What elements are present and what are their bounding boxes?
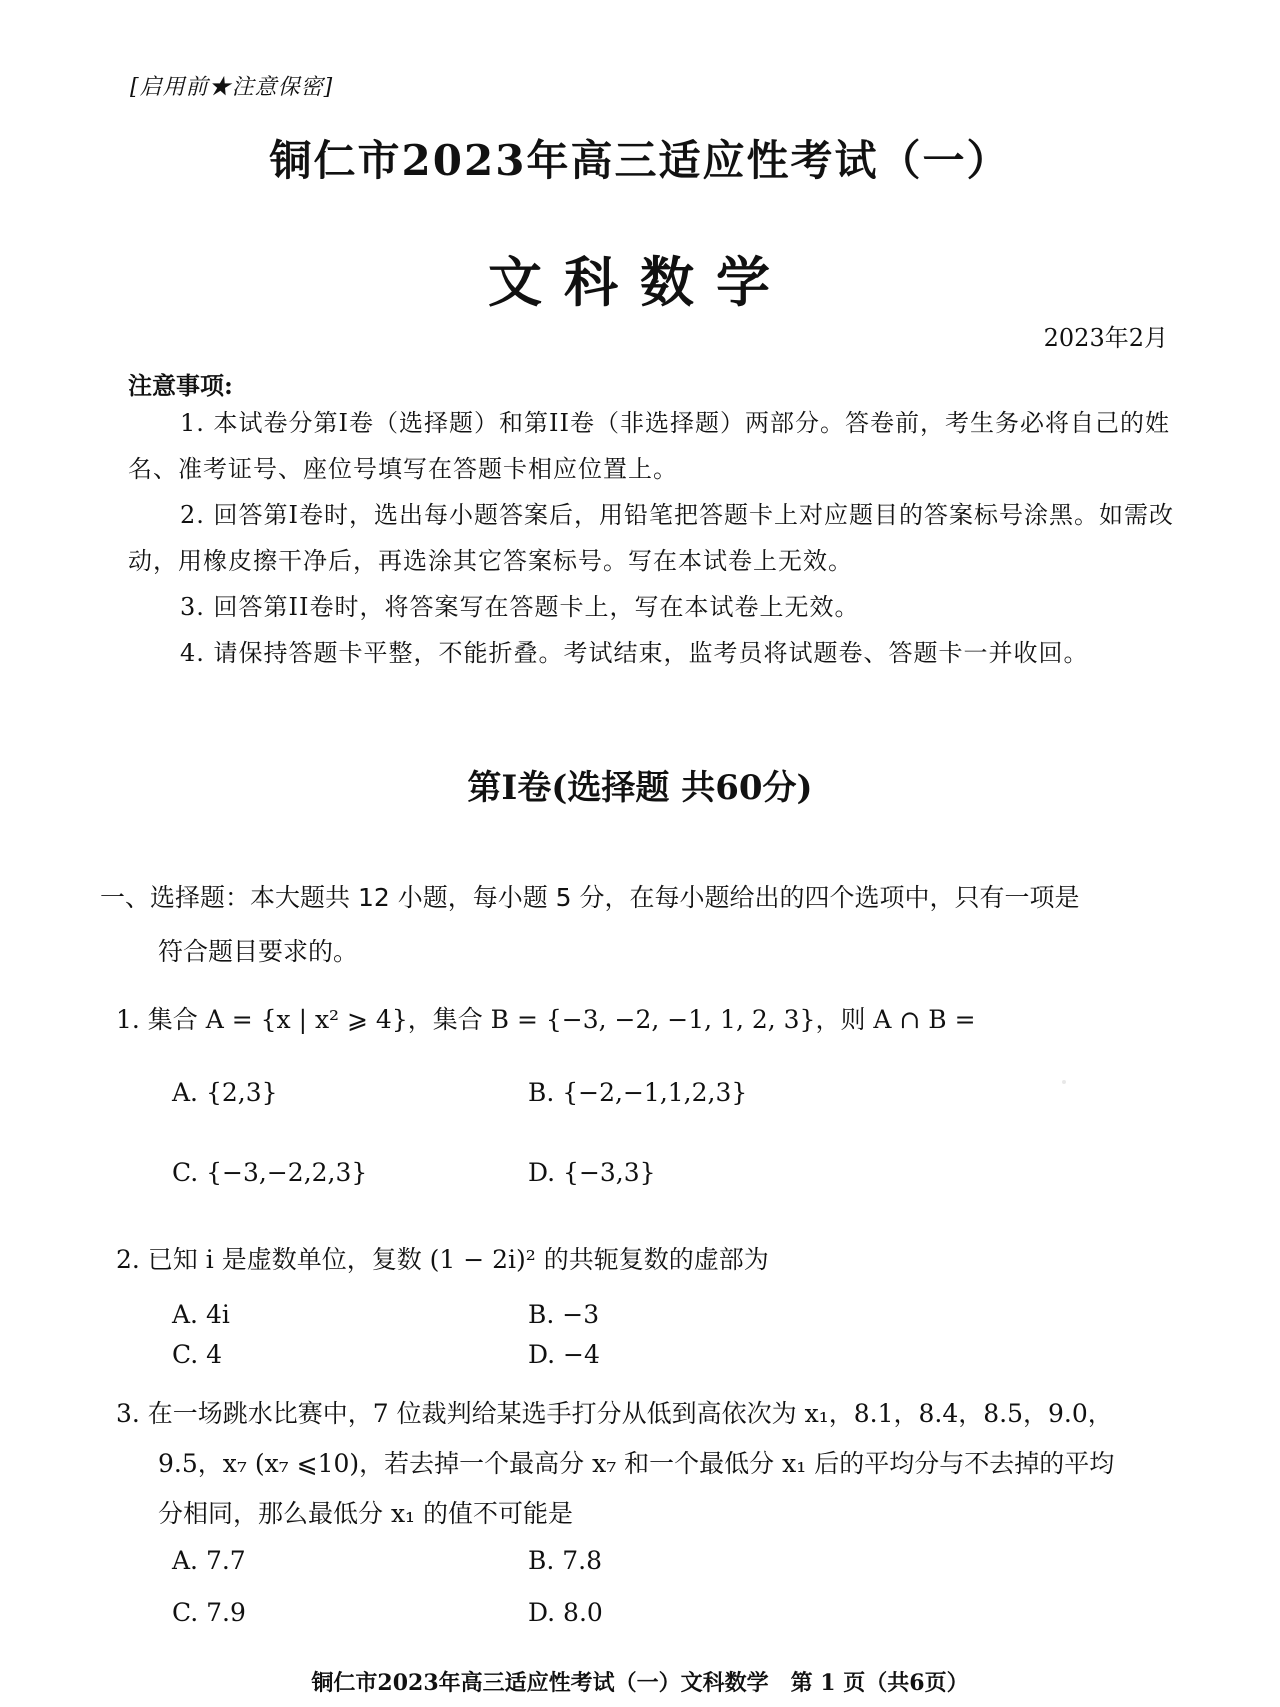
subject-title: 文科数学: [488, 250, 792, 314]
section-title: 第I卷(选择题 共60分): [467, 768, 813, 808]
question-2-option-d: D. −4: [528, 1340, 600, 1369]
notice-item-3: [128, 584, 1180, 630]
question-1-stem: 1. 集合 A = {x | x² ⩾ 4}，集合 B = {−3, −2, −1, 1, 2, 3}，则 A ∩ B =: [116, 1005, 976, 1034]
notice-item-1-text: 1. 本试卷分第I卷（选择题）和第II卷（非选择题）两部分。答卷前，考生务必将自己的姓名、准考证号、座位号填写在答题卡相应位置上。: [128, 409, 1170, 483]
question-2-option-b: B. −3: [528, 1300, 600, 1329]
question-3-option-c: C. 7.9: [172, 1598, 246, 1627]
question-2-option-a: A. 4i: [172, 1300, 230, 1329]
question-1-option-a: A. {2,3}: [172, 1078, 278, 1107]
question-1-option-b: B. {−2,−1,1,2,3}: [528, 1078, 748, 1107]
question-3-stem-line1: 3. 在一场跳水比赛中，7 位裁判给某选手打分从低到高依次为 x₁，8.1，8.4，8.5，9.0，: [116, 1399, 1113, 1428]
confidential-label: [启用前★注意保密]: [130, 75, 334, 100]
notice-title: 注意事项:: [128, 371, 233, 400]
question-3-option-b: B. 7.8: [528, 1546, 603, 1575]
notice-item-2-text: 2. 回答第I卷时，选出每小题答案后，用铅笔把答题卡上对应题目的答案标号涂黑。如需改动，用橡皮擦干净后，再选涂其它答案标号。写在本试卷上无效。: [128, 501, 1175, 575]
notice-item-4: [128, 630, 1180, 676]
exam-date: 2023年2月: [1043, 324, 1168, 352]
question-3-stem-line2: 9.5，x₇ (x₇ ⩽10)，若去掉一个最高分 x₇ 和一个最低分 x₁ 后的平均分与不去掉的平均: [158, 1449, 1115, 1478]
notice-item-2: [128, 492, 1180, 584]
question-2-option-c: C. 4: [172, 1340, 223, 1369]
part-instructions-line2: 符合题目要求的。: [158, 937, 359, 966]
question-3-option-a: A. 7.7: [172, 1546, 246, 1575]
question-2-stem: 2. 已知 i 是虚数单位，复数 (1 − 2i)² 的共轭复数的虚部为: [116, 1245, 769, 1274]
notice-item-4-text: 4. 请保持答题卡平整，不能折叠。考试结束，监考员将试题卷、答题卡一并收回。: [180, 639, 1089, 667]
exam-title: 铜仁市2023年高三适应性考试（一）: [269, 136, 1011, 185]
question-3-option-d: D. 8.0: [528, 1598, 603, 1627]
scan-speck: [1062, 1080, 1066, 1084]
question-1-option-c: C. {−3,−2,2,3}: [172, 1158, 368, 1187]
question-3-stem-line3: 分相同，那么最低分 x₁ 的值不可能是: [158, 1499, 574, 1528]
question-1-option-d: D. {−3,3}: [528, 1158, 656, 1187]
notice-item-3-text: 3. 回答第II卷时，将答案写在答题卡上，写在本试卷上无效。: [180, 593, 860, 621]
part-instructions-line1: 一、选择题：本大题共 12 小题，每小题 5 分，在每小题给出的四个选项中，只有一项是: [100, 883, 1080, 912]
notice-item-1: [128, 400, 1180, 492]
page-footer: 铜仁市2023年高三适应性考试（一）文科数学 第 1 页（共6页）: [311, 1670, 969, 1696]
